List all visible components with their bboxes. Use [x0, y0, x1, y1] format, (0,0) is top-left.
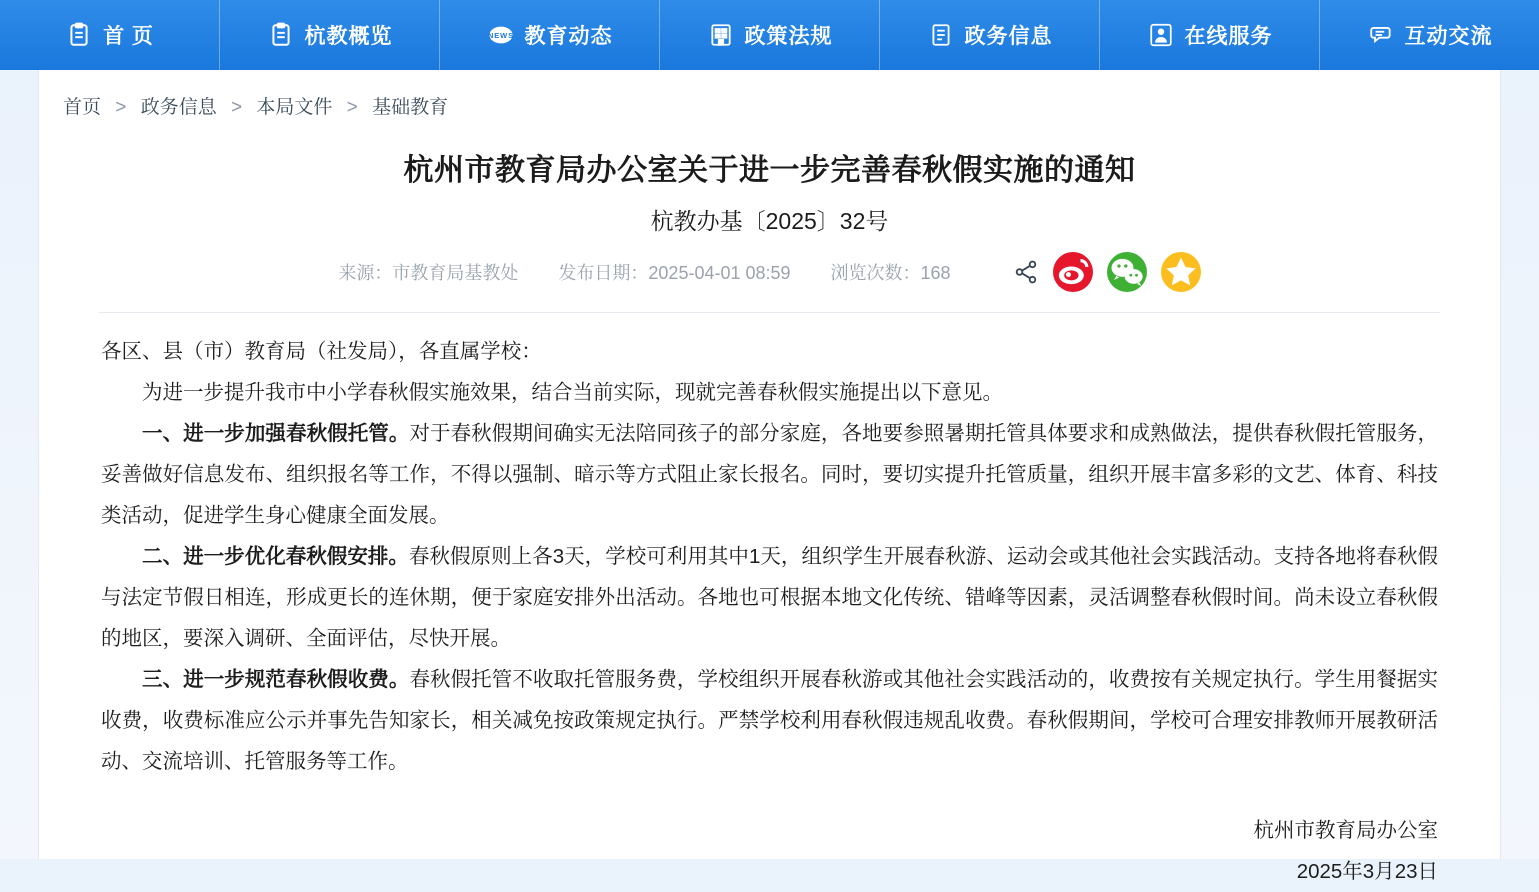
meta-publish-date	[558, 259, 790, 285]
document-icon	[927, 21, 955, 49]
section-3-heading: 三、进一步规范春秋假收费。	[142, 668, 410, 691]
meta-date-value: 2025-04-01 08:59	[648, 263, 791, 283]
section-2-heading: 二、进一步优化春秋假安排。	[142, 545, 409, 568]
chat-icon	[1367, 21, 1395, 49]
meta-views	[831, 259, 951, 285]
nav-item-label: 政务信息	[964, 25, 1053, 48]
signature-block	[101, 810, 1438, 892]
nav-item-label: 政策法规	[744, 25, 833, 48]
breadcrumb-item-govinfo[interactable]: 政务信息	[140, 97, 217, 118]
article-body	[101, 331, 1438, 782]
meta-views-label: 浏览次数：	[830, 263, 921, 283]
clipboard-icon	[267, 21, 295, 49]
nav-item-label: 在线服务	[1184, 25, 1273, 48]
news-icon	[487, 21, 515, 49]
document-number: 杭教办基〔2025〕32号	[650, 208, 889, 234]
nav-item-interaction[interactable]	[1320, 0, 1539, 70]
paragraph-salutation: 各区、县（市）教育局（社发局），各直属学校：	[101, 340, 542, 363]
nav-item-overview[interactable]	[220, 0, 440, 70]
meta-divider	[99, 312, 1440, 313]
section-3-text: 春秋假托管不收取托管服务费，学校组织开展春秋游或其他社会实践活动的，收费按有关规定执行。学生用餐据实收费，收费标准应公示并事先告知家长，相关减免按政策规定执行。严禁学校利用春秋假违规乱收费。春秋假期间，学校可合理安排教师开展教研活动、交流培训、托管服务等工作。	[101, 668, 1439, 773]
signature-org: 杭州市教育局办公室	[1253, 819, 1438, 842]
paragraph-section-2	[101, 536, 1438, 659]
clipboard-icon	[65, 21, 93, 49]
signature-date: 2025年3月23日	[1296, 860, 1438, 883]
svg-text:NEWS: NEWS	[487, 31, 514, 41]
main-navigation	[0, 0, 1539, 70]
meta-source	[338, 259, 518, 285]
building-icon	[707, 21, 735, 49]
nav-item-home[interactable]	[0, 0, 220, 70]
person-icon	[1147, 21, 1175, 49]
breadcrumb-item-home[interactable]: 首页	[63, 97, 102, 118]
nav-item-label: 首 页	[103, 25, 154, 48]
breadcrumb	[39, 70, 1500, 119]
nav-item-news[interactable]	[440, 0, 660, 70]
article-container	[38, 70, 1501, 883]
section-2-text: 春秋假原则上各3天，学校可利用其中1天，组织学生开展春秋游、运动会或其他社会实践活动。支持各地将春秋假与法定节假日相连，形成更长的连休期，便于家庭安排外出活动。各地也可根据本地文化传统、错峰等因素，灵活调整春秋假时间。尚未设立春秋假的地区，要深入调研、全面评估，尽快开展。	[101, 545, 1438, 650]
meta-date-label: 发布日期：	[558, 263, 649, 283]
breadcrumb-separator: >	[346, 97, 358, 118]
nav-item-online-service[interactable]	[1100, 0, 1320, 70]
qzone-share-icon[interactable]	[1161, 252, 1201, 292]
paragraph-intro: 为进一步提升我市中小学春秋假实施效果，结合当前实际，现就完善春秋假实施提出以下意见。	[142, 381, 1003, 404]
nav-item-label: 互动交流	[1404, 25, 1493, 48]
section-1-heading: 一、进一步加强春秋假托管。	[142, 422, 410, 445]
weibo-share-icon[interactable]	[1053, 252, 1093, 292]
section-1-text: 对于春秋假期间确实无法陪同孩子的部分家庭，各地要参照暑期托管具体要求和成熟做法，提供春秋假托管服务，妥善做好信息发布、组织报名等工作，不得以强制、暗示等方式阻止家长报名。同时，要切实提升托管质量，组织开展丰富多彩的文艺、体育、科技类活动，促进学生身心健康全面发展。	[101, 422, 1439, 527]
share-icon[interactable]	[1013, 259, 1039, 285]
breadcrumb-item-basic-education[interactable]: 基础教育	[372, 97, 449, 118]
meta-source-label: 来源：	[338, 263, 393, 283]
nav-item-govinfo[interactable]	[880, 0, 1100, 70]
page-title: 杭州市教育局办公室关于进一步完善春秋假实施的通知	[403, 154, 1136, 187]
nav-item-label: 教育动态	[524, 25, 613, 48]
article-meta	[39, 252, 1500, 292]
paragraph-section-3	[101, 659, 1438, 782]
share-group	[1013, 252, 1201, 292]
nav-item-label: 杭教概览	[304, 25, 393, 48]
breadcrumb-separator: >	[230, 97, 243, 118]
breadcrumb-separator: >	[115, 97, 127, 118]
breadcrumb-item-bureau-docs[interactable]: 本局文件	[256, 97, 333, 118]
paragraph-section-1	[101, 413, 1438, 536]
meta-views-value: 168	[920, 263, 951, 283]
wechat-share-icon[interactable]	[1107, 252, 1147, 292]
nav-item-policy[interactable]	[660, 0, 880, 70]
meta-source-value: 市教育局基教处	[392, 263, 519, 283]
